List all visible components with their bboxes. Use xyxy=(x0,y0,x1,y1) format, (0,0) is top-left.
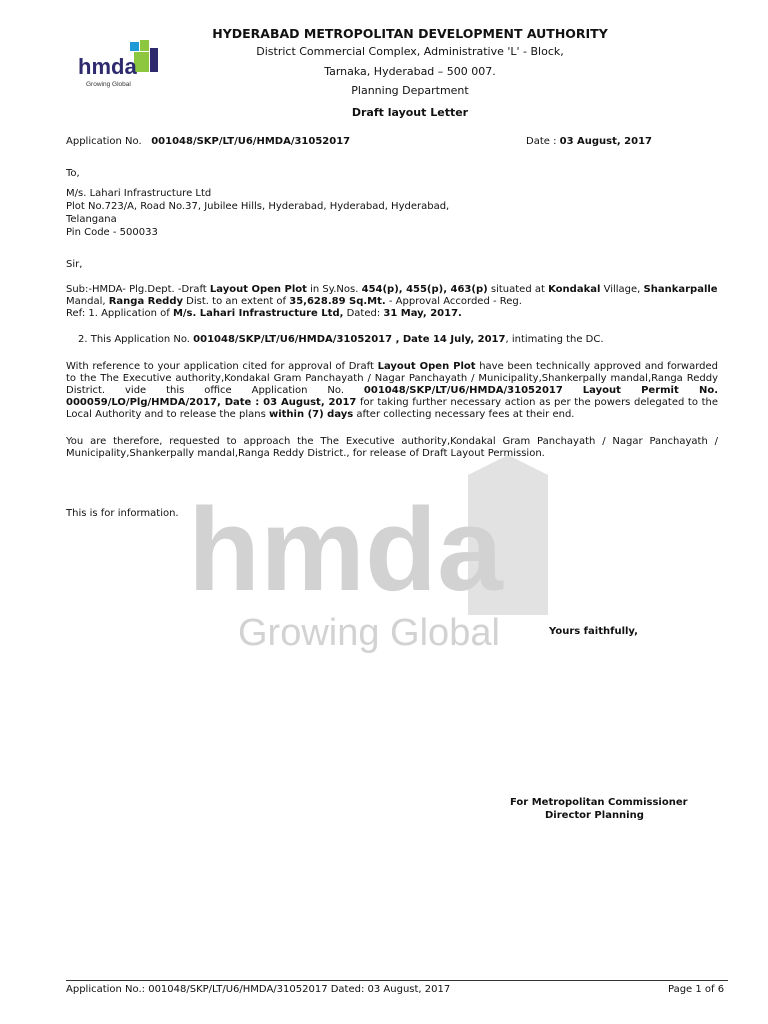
ref2-text: , intimating the DC. xyxy=(505,334,604,345)
para-text: With reference to your application cited for approval of Draft xyxy=(66,361,378,372)
ref2-text: 2. This Application No. xyxy=(78,334,194,345)
salutation: Sir, xyxy=(66,259,83,270)
logo-tagline: Growing Global xyxy=(86,81,131,88)
signature-line-1: For Metropolitan Commissioner xyxy=(510,797,688,808)
hmda-logo xyxy=(72,38,162,94)
ref-applicant: M/s. Lahari Infrastructure Ltd, xyxy=(172,308,344,319)
logo-text: hmda xyxy=(78,54,137,79)
watermark-logo xyxy=(178,455,568,665)
para-application-no: 001048/SKP/LT/U6/HMDA/31052017 xyxy=(363,385,563,396)
footer-divider xyxy=(66,980,728,981)
info-line: This is for information. xyxy=(66,508,179,519)
para-text xyxy=(563,385,583,396)
subject-extent: 35,628.89 Sq.Mt. xyxy=(289,296,386,307)
addressee-pin: Pin Code - 500033 xyxy=(66,227,158,238)
subject-text: Dist. to an extent of xyxy=(183,296,290,307)
ref-text: Dated: xyxy=(343,308,384,319)
closing: Yours faithfully, xyxy=(549,626,638,637)
subject-text: situated at xyxy=(487,284,549,295)
date-label: Date : xyxy=(526,136,557,147)
reference-2 xyxy=(78,334,730,346)
watermark-tagline: Growing Global xyxy=(238,612,500,654)
subject-text: in Sy.Nos. xyxy=(306,284,362,295)
para-text: for taking further necessary action as per the powers delegated to the Local Authority and to release the plans xyxy=(66,397,718,420)
subject-text: Village, xyxy=(600,284,644,295)
date-value: 03 August, 2017 xyxy=(559,136,653,147)
para-layout: Layout Open Plot xyxy=(377,361,476,372)
application-line xyxy=(66,136,350,147)
subject-survey-nos: 454(p), 455(p), 463(p) xyxy=(361,284,488,295)
date-line xyxy=(526,136,652,147)
subject-text: Sub:-HMDA- Plg.Dept. -Draft xyxy=(66,284,210,295)
para-days: within (7) days xyxy=(268,409,354,420)
subject-text: - Approval Accorded - Reg. xyxy=(385,296,522,307)
application-label: Application No. xyxy=(66,136,142,147)
page-number: Page 1 of 6 xyxy=(668,984,725,995)
addressee-name: M/s. Lahari Infrastructure Ltd xyxy=(66,188,212,199)
watermark-text: hmda xyxy=(188,484,503,616)
paragraph-request: You are therefore, requested to approach the The Executive authority,Kondakal Gram Panchayath / Nagar Panchayath / Municipality,Shankerpally mandal,Ranga Reddy District., for release of Draft Layout Permission. xyxy=(66,436,718,459)
ref-date: 31 May, 2017. xyxy=(383,308,462,319)
to-label: To, xyxy=(66,168,80,179)
department: Planning Department xyxy=(351,84,469,97)
subject xyxy=(66,284,718,308)
para-text: have been technically approved and forwarded to the The Executive authority,Kondakal Gram Panchayath / Nagar Panchayath / Municipality,Shankerpally mandal,Ranga Reddy District. vide this office Application No. xyxy=(66,361,719,396)
subject-text: Mandal, xyxy=(66,296,109,307)
addressee-address: Plot No.723/A, Road No.37, Jubilee Hills, Hyderabad, Hyderabad, Hyderabad, xyxy=(66,201,450,212)
subject-layout: Layout Open Plot xyxy=(209,284,307,295)
footer-application: Application No.: 001048/SKP/LT/U6/HMDA/31052017 Dated: 03 August, 2017 xyxy=(66,984,451,995)
ref2-application: 001048/SKP/LT/U6/HMDA/31052017 , Date 14 July, 2017 xyxy=(193,334,506,345)
reference-1 xyxy=(66,308,718,320)
ref-text: Ref: 1. Application of xyxy=(66,308,173,319)
subject-mandal: Shankarpalle xyxy=(643,284,718,295)
subject-village: Kondakal xyxy=(548,284,601,295)
address-line-2: Tarnaka, Hyderabad – 500 007. xyxy=(324,65,496,78)
paragraph-approval xyxy=(66,361,718,421)
letter-title: Draft layout Letter xyxy=(351,106,469,119)
address-line-1: District Commercial Complex, Administrative 'L' - Block, xyxy=(256,45,564,58)
para-text: after collecting necessary fees at their end. xyxy=(353,409,575,420)
application-number: 001048/SKP/LT/U6/HMDA/31052017 xyxy=(151,136,351,147)
signature-line-2: Director Planning xyxy=(545,810,644,821)
addressee-state: Telangana xyxy=(66,214,117,225)
subject-district: Ranga Reddy xyxy=(108,296,183,307)
para-permit-no: Layout Permit No. 000059/LO/Plg/HMDA/2017, Date : 03 August, 2017 xyxy=(66,385,718,408)
org-name: HYDERABAD METROPOLITAN DEVELOPMENT AUTHORITY xyxy=(212,26,608,41)
